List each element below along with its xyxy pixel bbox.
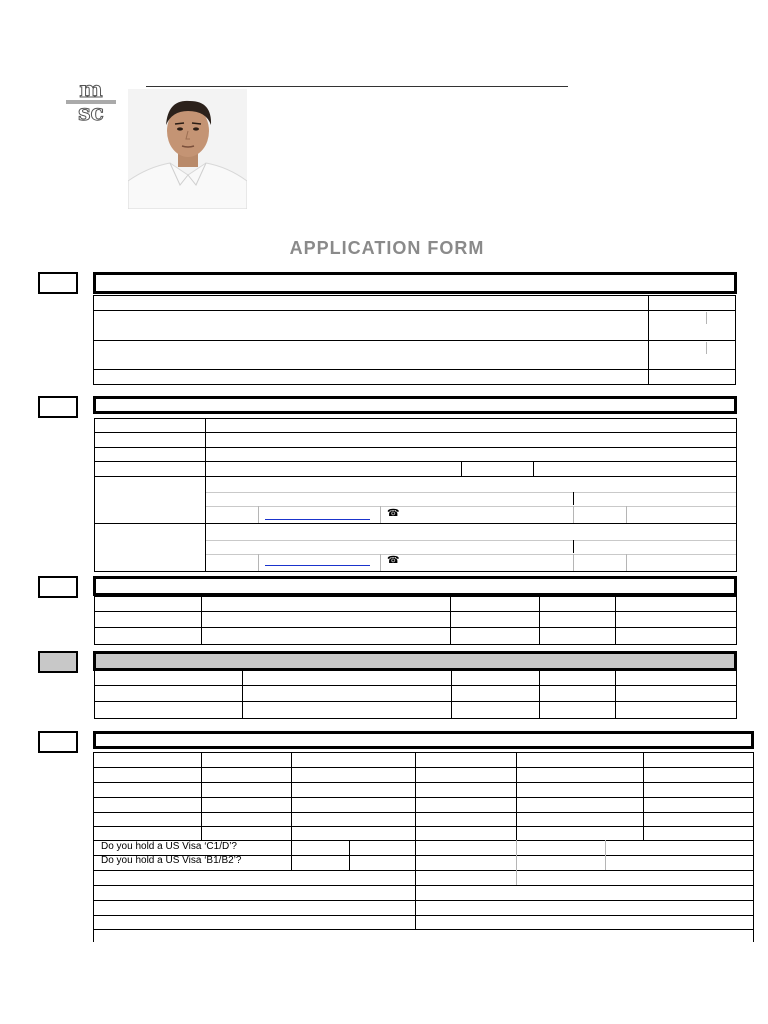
msc-logo-icon <box>64 75 118 123</box>
section-3-header <box>93 576 737 596</box>
header-rule <box>146 86 568 87</box>
svg-text:m: m <box>79 77 103 103</box>
section-1-table <box>93 295 736 385</box>
email-link-1[interactable] <box>265 519 370 520</box>
section-5-header <box>93 731 754 749</box>
section-3-table <box>94 596 737 645</box>
section-4-number-box <box>38 651 78 673</box>
form-title: APPLICATION FORM <box>289 238 485 258</box>
section-5-table <box>93 752 754 942</box>
section-4-header <box>93 651 737 671</box>
applicant-photo <box>128 89 247 209</box>
visa-b1b2-question: Do you hold a US Visa ‘B1/B2’? <box>101 855 242 866</box>
visa-c1d-question: Do you hold a US Visa ‘C1/D’? <box>101 841 237 852</box>
svg-text:sc: sc <box>78 100 104 123</box>
section-2-table <box>94 418 737 572</box>
section-3-number-box <box>38 576 78 598</box>
phone-icon: ☎ <box>387 508 400 519</box>
phone-icon: ☎ <box>387 555 400 566</box>
section-2-header <box>93 396 737 414</box>
section-1-header <box>93 272 737 294</box>
section-4-table <box>94 669 737 719</box>
section-2-number-box <box>38 396 78 418</box>
msc-logo <box>64 75 118 123</box>
email-link-2[interactable] <box>265 565 370 566</box>
section-5-number-box <box>38 731 78 753</box>
section-1-number-box <box>38 272 78 294</box>
